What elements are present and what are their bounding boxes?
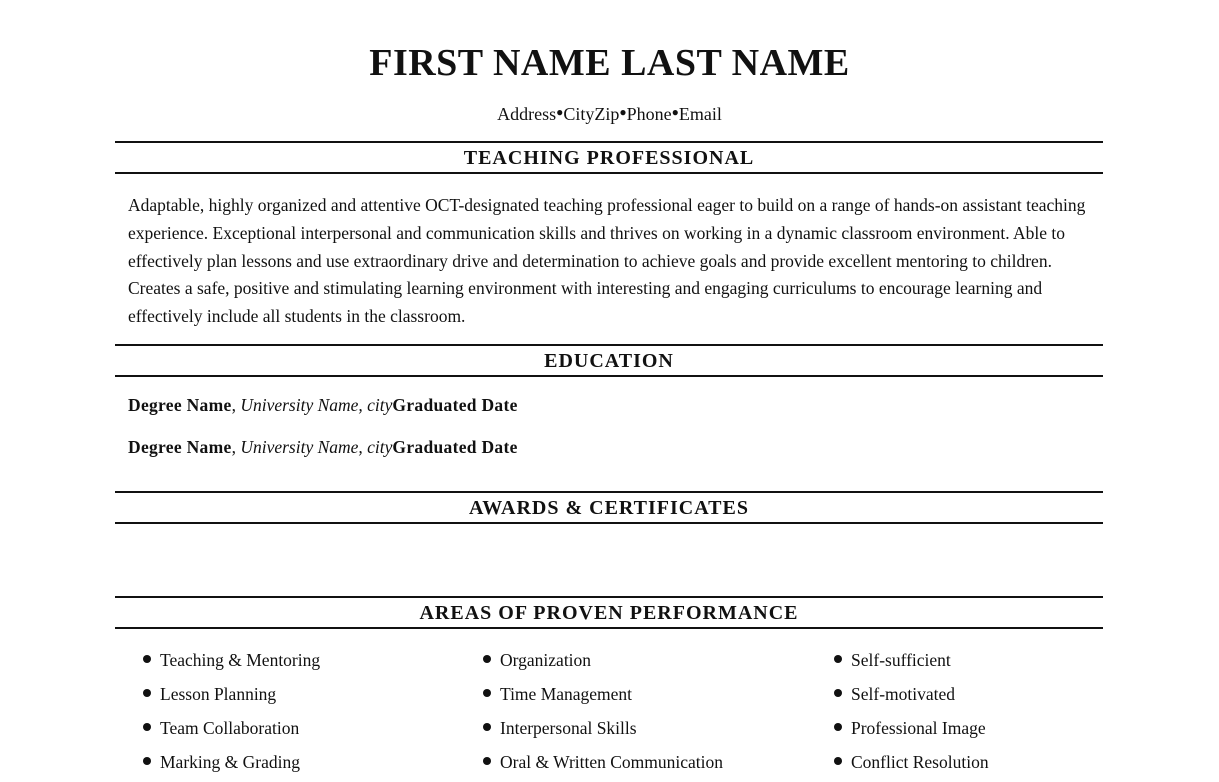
section-heading-education: EDUCATION <box>115 344 1103 377</box>
bullet-icon <box>834 689 842 697</box>
section-heading-profile: TEACHING PROFESSIONAL <box>115 141 1103 174</box>
skill-label: Professional Image <box>851 718 986 738</box>
skill-item <box>483 748 723 782</box>
bullet-separator-icon: ● <box>556 105 564 119</box>
education-entry <box>128 435 518 459</box>
contact-phone: Phone <box>626 104 672 124</box>
skills-column <box>834 646 989 782</box>
bullet-icon <box>483 655 491 663</box>
skill-label: Teaching & Mentoring <box>160 650 321 670</box>
bullet-icon <box>834 655 842 663</box>
bullet-icon <box>834 723 842 731</box>
skill-item <box>834 646 989 680</box>
skill-item <box>834 748 989 782</box>
graduation-date: Graduated Date <box>392 437 518 457</box>
skill-label: Conflict Resolution <box>851 752 989 772</box>
contact-address: Address <box>497 104 557 124</box>
skill-item <box>834 680 989 714</box>
bullet-icon <box>834 757 842 765</box>
profile-summary: Adaptable, highly organized and attentive OCT-designated teaching professional eager to build on a range of hands-on assistant teaching experience. Exceptional interpersonal and communication skills and thrives on working in a dynamic classroom environment. Able to effectively plan lessons and use extraordinary drive and determination to achieve goals and provide excellent mentoring to children. Creates a safe, positive and stimulating learning environment with interesting and engaging curriculums to encourage learning and effectively include all students in the classroom. <box>128 195 1086 327</box>
bullet-separator-icon: ● <box>619 105 627 119</box>
bullet-icon <box>483 689 491 697</box>
skill-label: Time Management <box>500 684 633 704</box>
section-heading-performance: AREAS OF PROVEN PERFORMANCE <box>115 596 1103 629</box>
education-entry <box>128 393 518 417</box>
skill-item <box>143 680 320 714</box>
skill-item <box>143 646 320 680</box>
section-heading-awards: AWARDS & CERTIFICATES <box>115 491 1103 524</box>
bullet-icon <box>143 723 151 731</box>
contact-cityzip: CityZip <box>563 104 620 124</box>
candidate-name: FIRST NAME LAST NAME <box>369 42 850 84</box>
bullet-icon <box>483 723 491 731</box>
university-name: University Name, city <box>240 395 393 415</box>
university-name: University Name, city <box>240 437 393 457</box>
separator: , <box>231 437 241 457</box>
skill-item <box>834 714 989 748</box>
graduation-date: Graduated Date <box>392 395 518 415</box>
separator: , <box>231 395 241 415</box>
skill-item <box>143 714 320 748</box>
bullet-icon <box>143 757 151 765</box>
contact-email: Email <box>678 104 722 124</box>
skill-label: Interpersonal Skills <box>500 718 637 738</box>
skill-label: Oral & Written Communication <box>500 752 724 772</box>
skill-item <box>143 748 320 782</box>
skill-label: Self-sufficient <box>851 650 951 670</box>
skill-item <box>483 714 723 748</box>
degree-name: Degree Name <box>128 395 232 415</box>
skills-column <box>483 646 723 782</box>
bullet-icon <box>483 757 491 765</box>
bullet-icon <box>143 655 151 663</box>
skill-item <box>483 646 723 680</box>
skill-label: Self-motivated <box>851 684 956 704</box>
skill-label: Marking & Grading <box>160 752 300 772</box>
bullet-icon <box>143 689 151 697</box>
skill-item <box>483 680 723 714</box>
contact-line <box>0 102 1219 128</box>
degree-name: Degree Name <box>128 437 232 457</box>
bullet-separator-icon: ● <box>671 105 679 119</box>
skill-label: Lesson Planning <box>160 684 277 704</box>
skill-label: Organization <box>500 650 592 670</box>
skill-label: Team Collaboration <box>160 718 300 738</box>
skills-column <box>143 646 320 782</box>
